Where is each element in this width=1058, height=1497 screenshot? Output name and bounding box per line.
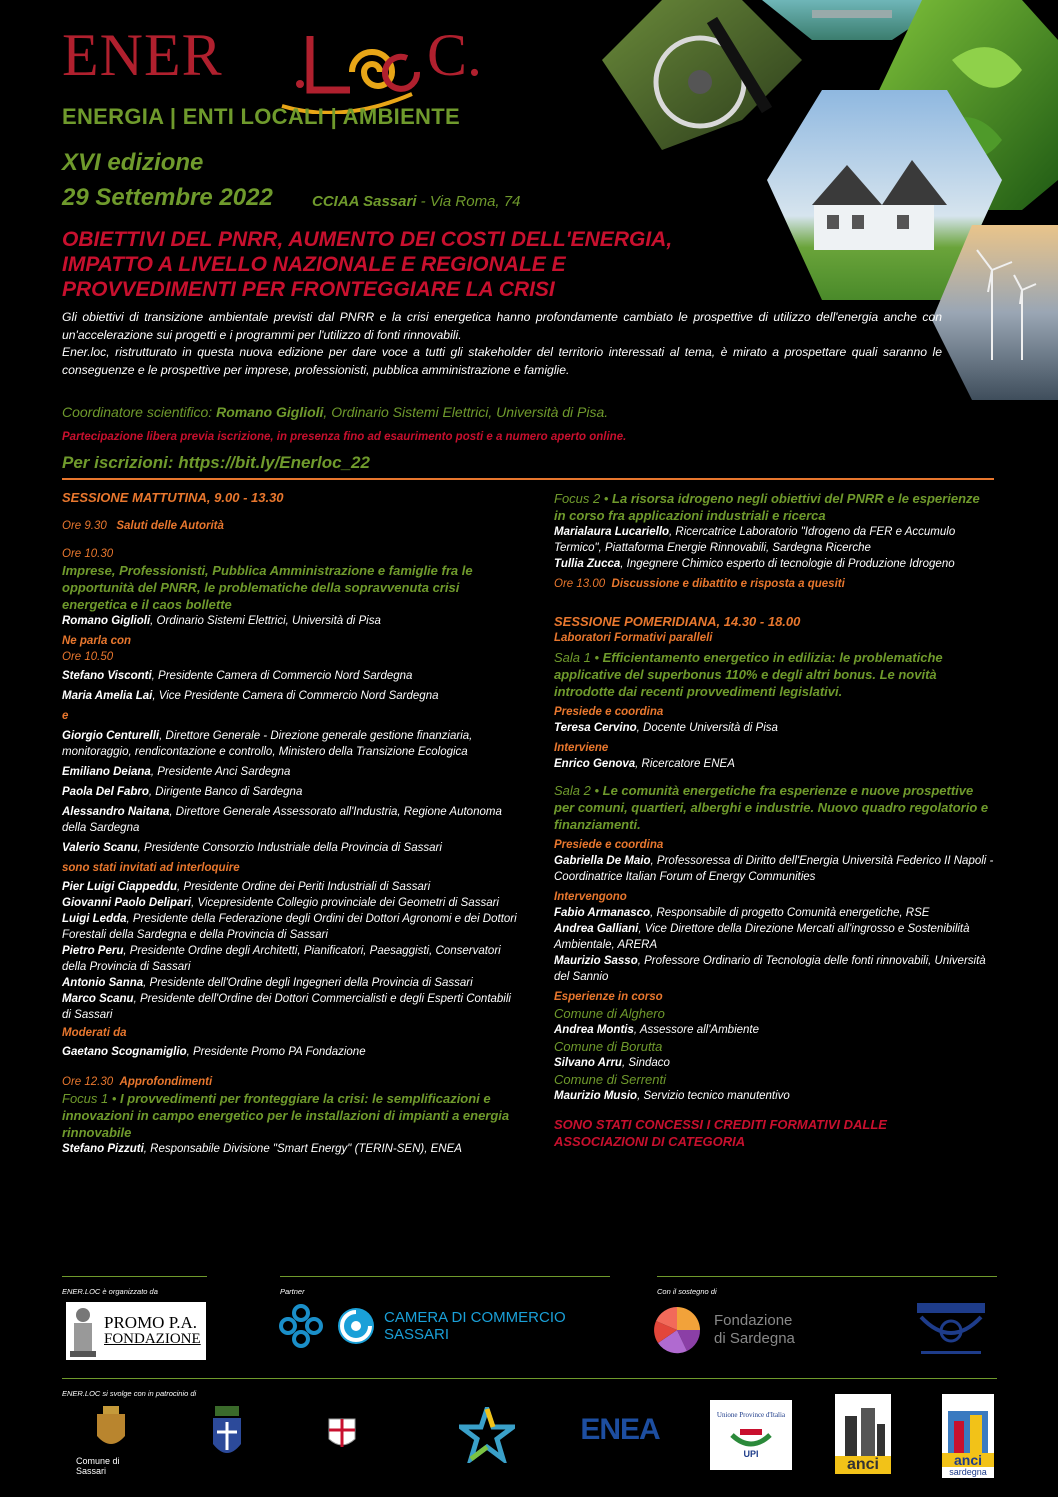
municipality: Comune di Alghero <box>554 1006 665 1021</box>
chair-label: Presiede e coordina <box>554 706 664 718</box>
fondazione-line-1: Fondazione <box>714 1312 793 1329</box>
coordinator <box>62 404 608 420</box>
speaker <box>554 953 994 985</box>
room-2 <box>554 782 994 833</box>
intro-text-2: Ener.loc, ristrutturato in questa nuova edizione per dare voce a tutti gli stakeholder del territorio interessati al tema, è mirato a prospettare quali saranno le conseguenze e le prospettive per imprese, professionisti, pubblica amministrazione e famiglie. <box>62 345 942 377</box>
speaker-name: Pietro Peru <box>62 945 124 957</box>
enea-text: ENEA <box>580 1413 660 1446</box>
enerloc-logo <box>62 20 532 100</box>
coordinator-label: Coordinatore scientifico: <box>62 404 217 420</box>
comune-caption: Comune di Sassari <box>76 1456 120 1476</box>
speaker-name: Valerio Scanu <box>62 842 138 854</box>
event-date: 29 Settembre 2022 <box>62 184 273 211</box>
speaker-name: Stefano Visconti <box>62 670 152 682</box>
four-moors-icon <box>327 1417 357 1451</box>
camera-swirl-icon <box>336 1306 376 1346</box>
promo-pa-logo <box>66 1302 206 1360</box>
edition: XVI edizione <box>62 149 204 176</box>
partner-caption: Partner <box>280 1287 305 1296</box>
speaker-role: , Ingegnere Chimico esperto di tecnologie di Produzione Idrogeno <box>620 558 955 570</box>
speaker-role: , Presidente Ordine dei Periti Industriali di Sassari <box>177 881 431 893</box>
speaker <box>554 556 994 572</box>
headline-line: PROVVEDIMENTI PER FRONTEGGIARE LA CRISI <box>62 278 555 301</box>
anci-sardegna-text: anci <box>942 1453 994 1467</box>
speaker <box>554 1022 994 1038</box>
speaker <box>62 764 522 780</box>
morning-session-title: SESSIONE MATTUTINA, 9.00 - 13.30 <box>62 490 284 505</box>
intro-paragraph <box>62 309 942 379</box>
promo-line-1: PROMO P.A. <box>104 1313 198 1332</box>
flyer-page <box>62 0 1058 1497</box>
time-930: Ore 9.30 <box>62 520 107 532</box>
conjunction: e <box>62 710 69 722</box>
camera-line-2: SASSARI <box>384 1326 450 1343</box>
camera-knot-logo <box>276 1302 326 1350</box>
moderator <box>62 1044 522 1060</box>
divider <box>62 478 994 480</box>
speaker-name: Paola Del Fabro <box>62 786 149 798</box>
venue-name: CCIAA Sassari <box>312 193 417 210</box>
speaker-name: Pier Luigi Ciappeddu <box>62 881 178 893</box>
speaker <box>554 756 994 772</box>
speaker <box>62 613 522 629</box>
speaker-role: , Presidente Ordine degli Architetti, Pianificatori, Paesaggisti, Conservatori della Provincia di Sassari <box>62 945 501 973</box>
morning-column <box>62 490 522 1157</box>
speaker-name: Enrico Genova <box>554 758 636 770</box>
upi-wreath-icon <box>728 1419 774 1449</box>
divider <box>280 1276 610 1277</box>
speaker-name: Marialaura Lucariello <box>554 526 670 538</box>
anci-sardegna-sub: sardegna <box>949 1467 987 1477</box>
speaker-name: Tullia Zucca <box>554 558 621 570</box>
logo-oc: C. <box>427 22 483 88</box>
slot-930 <box>62 518 522 534</box>
castle-icon <box>946 1407 990 1453</box>
speaker <box>62 728 522 760</box>
speaker-name: Maria Amelia Lai <box>62 690 153 702</box>
slot-1230 <box>62 1074 522 1090</box>
speaker-role: , Ordinario Sistemi Elettrici, Università di Pisa <box>150 615 381 627</box>
speaker-name: Giovanni Paolo Delipari <box>62 897 192 909</box>
knot-icon <box>278 1303 324 1349</box>
credits-note: SONO STATI CONCESSI I CREDITI FORMATIVI DALLE ASSOCIAZIONI DI CATEGORIA <box>554 1117 887 1149</box>
speaker <box>62 943 522 975</box>
venue <box>312 193 520 210</box>
speaker-role: , Presidente Consorzio Industriale della Provincia di Sassari <box>137 842 442 854</box>
labs-label: Laboratori Formativi paralleli <box>554 632 713 644</box>
municipality: Comune di Borutta <box>554 1039 663 1054</box>
emblem-icon <box>911 1299 991 1359</box>
speaker-name: Romano Giglioli <box>62 615 151 627</box>
divider <box>62 1378 997 1379</box>
speaker-role: , Presidente della Federazione degli Ordini dei Dottori Agronomi e dei Dottori Forestali della Sardegna e della Provincia di Sassari <box>62 913 517 941</box>
speaker-role: , Direttore Generale Assessorato all'Industria, Regione Autonoma della Sardegna <box>62 806 502 834</box>
multicolor-star-icon <box>459 1407 515 1463</box>
speaker-role: , Professore Ordinario di Tecnologia delle fonti rinnovabili, Università del Sannio <box>554 955 986 983</box>
speaker-role: , Vice Direttore della Direzione Mercati all'ingrosso e Sostenibilità Ambientale, ARERA <box>554 923 970 951</box>
promo-line-2: FONDAZIONE <box>104 1331 201 1347</box>
speaker <box>554 1088 994 1104</box>
speaker-role: , Docente Università di Pisa <box>636 722 778 734</box>
speaker <box>62 804 522 836</box>
camera-commercio-logo <box>336 1304 606 1348</box>
focus-1-label: Focus 1 • <box>62 1091 121 1106</box>
speaker <box>554 524 994 556</box>
speaker-role: , Sindaco <box>621 1057 670 1069</box>
speaker-role: , Responsabile Divisione "Smart Energy" (TERIN-SEN), ENEA <box>143 1143 462 1155</box>
speaker-role: , Presidente dell'Ordine dei Dottori Commercialisti e degli Esperti Contabili di Sassari <box>62 993 511 1021</box>
greetings: Saluti delle Autorità <box>116 520 224 532</box>
fondazione-line-2: di Sardegna <box>714 1330 795 1347</box>
speaker-name: Marco Scanu <box>62 993 134 1005</box>
time-1030: Ore 10.30 <box>62 548 114 560</box>
focus-2-label: Focus 2 • <box>554 491 613 506</box>
afternoon-session-title: SESSIONE POMERIDIANA, 14.30 - 18.00 <box>554 614 801 629</box>
speaker <box>62 1141 522 1157</box>
time-1050: Ore 10.50 <box>62 651 114 663</box>
speaker <box>62 688 522 704</box>
speaker-name: Alessandro Naitana <box>62 806 170 818</box>
logo-swirl-icon <box>262 24 432 114</box>
speaker-role: , Ricercatrice Laboratorio "Idrogeno da FER e Accumulo Termico", Piattaforma Energie Rinnovabili, Sardegna Ricerche <box>554 526 956 554</box>
divider <box>62 1276 207 1277</box>
coat-of-arms-icon <box>91 1406 131 1452</box>
slot-1300 <box>554 576 994 592</box>
focus-2 <box>554 490 994 524</box>
statue-icon <box>66 1305 100 1357</box>
speaker <box>554 921 994 953</box>
afternoon-column <box>554 490 994 1150</box>
room-2-label: Sala 2 • <box>554 783 603 798</box>
regione-sardegna-logo <box>302 1402 382 1466</box>
anci-sardegna-logo <box>942 1394 994 1478</box>
speaker-name: Maurizio Sasso <box>554 955 638 967</box>
speaker-name: Luigi Ledda <box>62 913 127 925</box>
speaker <box>554 853 994 885</box>
speaker-role: , Servizio tecnico manutentivo <box>637 1090 790 1102</box>
room-1-label: Sala 1 • <box>554 650 603 665</box>
speaker <box>62 975 522 991</box>
participation-note: Partecipazione libera previa iscrizione, in presenza fino ad esaurimento posti e a numero aperto online. <box>62 431 627 443</box>
speaker-name: Andrea Galliani <box>554 923 639 935</box>
deep-dive: Approfondimenti <box>119 1076 213 1088</box>
speaker-name: Stefano Pizzuti <box>62 1143 144 1155</box>
upi-top: Unione Province d'Italia <box>716 1411 786 1419</box>
speaker <box>62 991 522 1023</box>
speaker-role: , Dirigente Banco di Sardegna <box>148 786 303 798</box>
star-logo <box>452 1402 522 1468</box>
divider <box>657 1276 997 1277</box>
moderator-role: , Presidente Promo PA Fondazione <box>186 1046 366 1058</box>
support-caption: Con il sostegno di <box>657 1287 717 1296</box>
ne-parla-con: Ne parla con <box>62 635 132 647</box>
speaker-name: Antonio Sanna <box>62 977 144 989</box>
room-1-title: Efficientamento energetico in edilizia: le problematiche applicative del superbonus 110% e degli altri bonus. Le novità introdotte dai recenti provvedimenti legislativi. <box>554 650 943 699</box>
provincia-crest-icon <box>209 1406 245 1462</box>
patronage-caption: ENER.LOC si svolge con in patrocinio di <box>62 1389 197 1398</box>
speaker-role: , Direttore Generale - Direzione generale gestione finanziaria, monitoraggio, rendicontazione e controllo, Ministero della Transizione Ecologica <box>62 730 473 758</box>
room-1 <box>554 649 994 700</box>
talk-title-1030: Imprese, Professionisti, Pubblica Amministrazione e famiglie fra le opportunità del PNRR, le problematiche della sopravvenuta crisi energetica e il caos bollette <box>62 563 473 612</box>
speaker-role: , Assessore all'Ambiente <box>633 1024 760 1036</box>
speaker <box>554 720 994 736</box>
chair-label: Presiede e coordina <box>554 839 664 851</box>
time-1300: Ore 13.00 <box>554 578 606 590</box>
tagline: ENERGIA | ENTI LOCALI | AMBIENTE <box>62 104 460 129</box>
speaker <box>62 911 522 943</box>
focus-1 <box>62 1090 522 1141</box>
pie-logo-icon <box>652 1305 702 1355</box>
speaker <box>62 879 522 895</box>
organizer-caption: ENER.LOC è organizzato da <box>62 1287 158 1296</box>
camera-line-1: CAMERA DI COMMERCIO <box>384 1309 566 1326</box>
moderated-label: Moderati da <box>62 1027 127 1039</box>
speaker <box>554 905 994 921</box>
fondazione-sardegna-logo <box>652 1300 822 1360</box>
speaker-name: Silvano Arru <box>554 1057 622 1069</box>
time-1230: Ore 12.30 <box>62 1076 114 1088</box>
speaker-name: Maurizio Musio <box>554 1090 638 1102</box>
speaker-role: , Presidente Anci Sardegna <box>150 766 291 778</box>
speaker-name: Emiliano Deiana <box>62 766 151 778</box>
headline-line: OBIETTIVI DEL PNRR, AUMENTO DEI COSTI DELL'ENERGIA, <box>62 228 673 251</box>
room-2-title: Le comunità energetiche fra esperienze e nuove prospettive per comuni, quartieri, alberghi e industrie. Nuovo quadro regolatorio e finanziamenti. <box>554 783 989 832</box>
speaker-name: Giorgio Centurelli <box>62 730 160 742</box>
speaker-role: , Ricercatore ENEA <box>635 758 735 770</box>
registration-link[interactable]: Per iscrizioni: https://bit.ly/Enerloc_22 <box>62 453 370 472</box>
regional-emblem-logo <box>908 1298 993 1360</box>
speaker-role: , Vice Presidente Camera di Commercio Nord Sardegna <box>152 690 439 702</box>
venue-address: - Via Roma, 74 <box>416 193 521 210</box>
speaker-role: , Presidente dell'Ordine degli Ingegneri della Provincia di Sassari <box>143 977 473 989</box>
speaker-role: , Responsabile di progetto Comunità energetiche, RSE <box>650 907 930 919</box>
experiences-label: Esperienze in corso <box>554 991 663 1003</box>
focus-1-title: I provvedimenti per fronteggiare la crisi: le semplificazioni e innovazioni in campo energetico per le installazioni di impianti a energia rinnovabile <box>62 1091 510 1140</box>
speaker <box>62 668 522 684</box>
speaker-role: , Presidente Camera di Commercio Nord Sardegna <box>151 670 413 682</box>
speaks-label: Interviene <box>554 742 609 754</box>
intro-text-1: Gli obiettivi di transizione ambientale previsti dal PNRR e la crisi energetica hanno profondamente cambiato le prospettive di utilizzo dell'energia anche con un'accelerazione sui progetti e i programmi per l'utilizzo di fonti rinnovabili. <box>62 310 942 342</box>
anci-logo <box>835 1394 891 1474</box>
upi-logo <box>710 1400 792 1470</box>
speaker <box>554 1055 994 1071</box>
speakers-label: Intervengono <box>554 891 627 903</box>
discussion: Discussione e dibattito e risposta a quesiti <box>611 578 845 590</box>
provincia-sassari-logo <box>202 1402 252 1466</box>
upi-text: UPI <box>743 1449 759 1459</box>
speaker-name: Teresa Cervino <box>554 722 637 734</box>
enea-logo <box>570 1410 670 1450</box>
speaker <box>62 784 522 800</box>
speaker <box>62 895 522 911</box>
logo-ener: ENER <box>62 22 223 88</box>
comune-sassari-logo <box>76 1406 146 1476</box>
moderator-name: Gaetano Scognamiglio <box>62 1046 187 1058</box>
focus-2-title: La risorsa idrogeno negli obiettivi del PNRR e le esperienze in corso fra applicazioni industriali e ricerca <box>554 491 980 523</box>
speaker-role: , Vicepresidente Collegio provinciale dei Geometri di Sassari <box>191 897 499 909</box>
coordinator-name: Romano Giglioli <box>216 404 324 420</box>
tower-icon <box>839 1406 887 1456</box>
headline-line: IMPATTO A LIVELLO NAZIONALE E REGIONALE E <box>62 253 566 276</box>
speaker-role: , Professoressa di Diritto dell'Energia Università Federico II Napoli - Coordinatrice Italian Forum of Energy Communities <box>554 855 994 883</box>
anci-text: anci <box>835 1456 891 1474</box>
speaker-name: Andrea Montis <box>554 1024 634 1036</box>
coordinator-role: , Ordinario Sistemi Elettrici, Università di Pisa. <box>323 404 609 420</box>
speaker <box>62 840 522 856</box>
speaker-name: Gabriella De Maio <box>554 855 651 867</box>
invited-label: sono stati invitati ad interloquire <box>62 862 240 874</box>
speaker-name: Fabio Armanasco <box>554 907 651 919</box>
municipality: Comune di Serrenti <box>554 1072 666 1087</box>
